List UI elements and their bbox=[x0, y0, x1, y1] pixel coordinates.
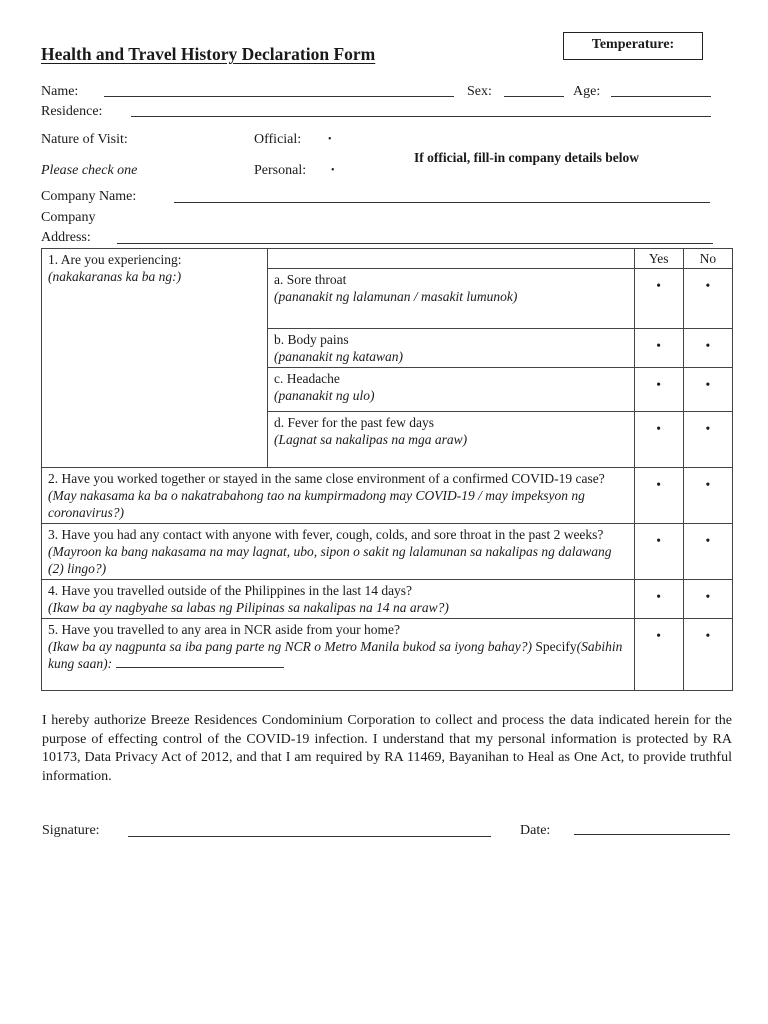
nature-of-visit-label: Nature of Visit: bbox=[41, 132, 128, 147]
question-1-text: 1. Are you experiencing: bbox=[48, 252, 182, 267]
sore-throat-yes-checkbox[interactable]: • bbox=[634, 269, 683, 329]
symptom-fever: d. Fever for the past few days bbox=[273, 415, 435, 430]
body-pains-no-checkbox[interactable]: • bbox=[683, 329, 732, 368]
specify-field[interactable] bbox=[116, 655, 284, 668]
question-4-text: 4. Have you travelled outside of the Philippines in the last 14 days? bbox=[48, 583, 413, 598]
specify-label: Specify bbox=[535, 639, 577, 654]
question-2-yes-checkbox[interactable]: • bbox=[634, 468, 683, 524]
question-5-text: 5. Have you travelled to any area in NCR aside from your home? bbox=[48, 622, 401, 637]
fever-no-checkbox[interactable]: • bbox=[683, 412, 732, 468]
headache-yes-checkbox[interactable]: • bbox=[634, 368, 683, 412]
body-pains-yes-checkbox[interactable]: • bbox=[634, 329, 683, 368]
health-questionnaire-table bbox=[41, 248, 733, 691]
question-2-no-checkbox[interactable]: • bbox=[683, 468, 732, 524]
company-label: Company bbox=[41, 210, 96, 225]
personal-label: Personal: bbox=[254, 163, 307, 178]
age-field[interactable] bbox=[611, 96, 711, 97]
consent-statement: I hereby authorize Breeze Residences Condominium Corporation to collect and process the data indicated herein for the purpose of effecting control of the COVID-19 infection. I understand that my personal information is protected by RA 10173, Data Privacy Act of 2012, and that I am required by RA 11469, Bayanihan to Heal as One Act, to provide truthful information. bbox=[42, 713, 732, 784]
table-row bbox=[42, 524, 733, 580]
question-2-translation: (May nakasama ka ba o nakatrabahong tao na kumpirmadong may COVID-19 / may impeksyon ng coronavirus?) bbox=[48, 488, 585, 520]
symptom-body-pains: b. Body pains bbox=[273, 332, 349, 347]
official-label: Official: bbox=[254, 132, 302, 147]
date-field[interactable] bbox=[574, 834, 730, 835]
please-check-one-label: Please check one bbox=[41, 163, 138, 178]
signature-field[interactable] bbox=[128, 836, 491, 837]
symptom-body-pains-translation: (pananakit ng katawan) bbox=[273, 349, 403, 364]
residence-label: Residence: bbox=[41, 104, 103, 119]
address-label: Address: bbox=[41, 230, 91, 245]
table-header-row bbox=[42, 249, 733, 269]
question-3-translation: (Mayroon ka bang nakasama na may lagnat, ubo, sipon o sakit ng lalamunan sa nakalipas ng dalawang (2) lingo?) bbox=[48, 544, 612, 576]
sex-field[interactable] bbox=[504, 96, 564, 97]
company-name-field[interactable] bbox=[174, 202, 710, 203]
specify-translation: (Sabihin kung saan): bbox=[48, 639, 623, 671]
yes-header: Yes bbox=[634, 249, 683, 269]
symptom-headache: c. Headache bbox=[273, 371, 340, 386]
fever-yes-checkbox[interactable]: • bbox=[634, 412, 683, 468]
table-row bbox=[42, 580, 733, 619]
name-field[interactable] bbox=[104, 96, 454, 97]
personal-checkbox[interactable]: • bbox=[331, 165, 335, 176]
question-5-translation: (Ikaw ba ay nagpunta sa iba pang parte ng NCR o Metro Manila bukod sa iyong bahay?) bbox=[48, 639, 532, 654]
question-5-yes-checkbox[interactable]: • bbox=[634, 619, 683, 691]
sex-label: Sex: bbox=[467, 84, 492, 99]
question-3-yes-checkbox[interactable]: • bbox=[634, 524, 683, 580]
table-row bbox=[42, 468, 733, 524]
sore-throat-no-checkbox[interactable]: • bbox=[683, 269, 732, 329]
no-header: No bbox=[683, 249, 732, 269]
table-row bbox=[42, 619, 733, 691]
official-note: If official, fill-in company details below bbox=[414, 150, 639, 165]
symptom-sore-throat: a. Sore throat bbox=[273, 272, 347, 287]
age-label: Age: bbox=[573, 84, 601, 99]
date-label: Date: bbox=[520, 823, 551, 838]
residence-field[interactable] bbox=[131, 116, 711, 117]
name-label: Name: bbox=[41, 84, 79, 99]
official-checkbox[interactable]: • bbox=[328, 134, 332, 145]
question-3-text: 3. Have you had any contact with anyone with fever, cough, colds, and sore throat in the past 2 weeks? bbox=[48, 527, 604, 542]
company-address-field[interactable] bbox=[117, 243, 713, 244]
signature-label: Signature: bbox=[42, 823, 100, 838]
temperature-box[interactable]: Temperature: bbox=[563, 32, 703, 60]
question-1-translation: (nakakaranas ka ba ng:) bbox=[48, 269, 182, 284]
question-3-no-checkbox[interactable]: • bbox=[683, 524, 732, 580]
symptom-fever-translation: (Lagnat sa nakalipas na mga araw) bbox=[273, 432, 468, 447]
company-name-label: Company Name: bbox=[41, 189, 137, 204]
header-blank-cell bbox=[267, 249, 634, 269]
symptom-headache-translation: (pananakit ng ulo) bbox=[273, 388, 375, 403]
question-1-cell bbox=[42, 249, 268, 468]
question-5-no-checkbox[interactable]: • bbox=[683, 619, 732, 691]
question-4-no-checkbox[interactable]: • bbox=[683, 580, 732, 619]
question-2-text: 2. Have you worked together or stayed in the same close environment of a confirmed COVID-19 case? bbox=[48, 471, 605, 486]
form-title: Health and Travel History Declaration Form bbox=[41, 44, 376, 64]
question-4-translation: (Ikaw ba ay nagbyahe sa labas ng Pilipinas sa nakalipas na 14 na araw?) bbox=[48, 600, 449, 615]
symptom-sore-throat-translation: (pananakit ng lalamunan / masakit lumunok) bbox=[273, 289, 518, 304]
question-4-yes-checkbox[interactable]: • bbox=[634, 580, 683, 619]
headache-no-checkbox[interactable]: • bbox=[683, 368, 732, 412]
